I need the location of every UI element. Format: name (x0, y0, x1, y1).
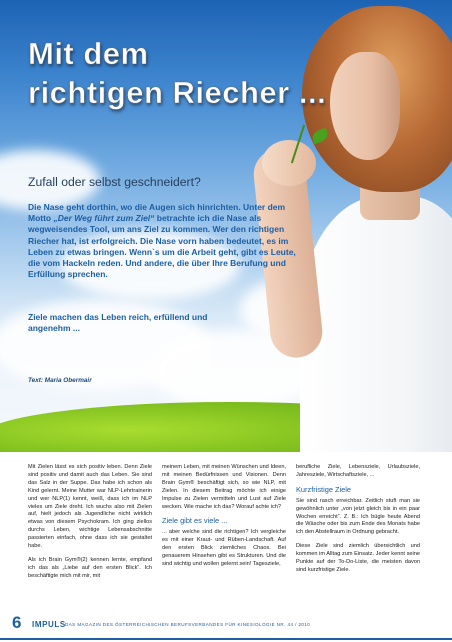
lead-motto: „Der Weg führt zum Ziel“ (53, 213, 155, 224)
section-heading: Kurzfristige Ziele (296, 484, 352, 494)
column-1 (28, 464, 152, 587)
page-footer (0, 609, 452, 642)
lead-text-2: betrachte ich die Nase als wegweisendes Tool, um ans Ziel zu kommen. Wer den richtigen Riecher hat, ist erfolgreich. Die Nase vorn haben bedeutet, es im Leben zu etwas bringen. Wenn`s um die Arbeit geht, gibt es Leute, die vom Hackeln reden. Und andere, die über Ihre Berufung und Erfüllung sprechen. (28, 213, 296, 280)
title-line-2: richtigen Riecher ... (28, 75, 327, 110)
closing-paragraph: Ziele machen das Leben reich, erfüllend und angenehm ... (28, 312, 208, 334)
lead-text-1: Die Nase geht dorthin, wo die Augen sich hinrichten. Unter dem Motto (28, 202, 286, 224)
title-line-1: Mit dem (28, 36, 149, 71)
column-2 (162, 464, 286, 575)
magazine-tagline: DAS MAGAZIN DES ÖSTERREICHISCHEN BERUFSVERBANDES FÜR KINESIOLOGIE NR. 44 / 2010 (65, 622, 311, 627)
page-number: 6 (12, 613, 22, 632)
article-title (28, 34, 326, 112)
body-paragraph: meinem Leben, mit meinen Wünschen und Ideen, mit meinen Bedürfnissen und Visionen. Denn Brain Gym® beschäftigt sich, so wie NLP, mit Zielen. In diesem Beitrag möchte ich einige Impulse zu Zielen vermitteln und Lust auf Ziele wecken. Wie mache ich das? Worauf achte ich? (162, 464, 286, 510)
article-subtitle: Zufall oder selbst geschneidert? (28, 175, 201, 189)
body-paragraph: ... aber welche sind die richtigen? Ich vergleiche es mit einer Kraut- und Rüben-Landschaft. Auf den ersten Blick ziemliches Chaos. Bei genauerem Hinsehen gibt es Strukturen. Und die sind wichtig und wollen gelernt sein! Tagesziele, (162, 529, 286, 567)
woman-hand (262, 140, 316, 186)
body-paragraph: Diese Ziele sind ziemlich übersichtlich und kommen im Alltag zum Einsatz. Jeder kennt seine Punkte auf der To-Do-Liste, die meisten davon sind kurzfristige Ziele. (296, 543, 420, 573)
body-columns (28, 464, 432, 596)
body-paragraph: berufliche Ziele, Lebensziele, Urlaubsziele, Jahresziele, Wirtschaftsziele, ... (296, 464, 420, 478)
column-3 (296, 464, 420, 581)
body-paragraph: Sie sind rasch erreichbar. Zeitlich stuft man sie gewöhnlich unter „von jetzt gleich bis in ein paar Wochen erreicht“. Z. B.: Ich bügle heute Abend die Wäsche oder bis zum Ende des Monats habe ich den Abstellraum in Ordnung gebracht. (296, 497, 420, 536)
lead-paragraph (28, 202, 300, 280)
woman-face (330, 52, 400, 160)
author-credit: Text: Maria Obermair (28, 377, 92, 384)
footer-rule (0, 638, 452, 640)
body-paragraph: Als ich Brain Gym®(2) kennen lernte, empfand ich das als „Liebe auf den ersten Blick“. Ich beschäftigte mich mit mir, mit (28, 556, 152, 579)
body-paragraph: Mit Zielen lässt es sich positiv leben. Denn Ziele sind positiv und damit auch das Leben. Sie sind das Salz in der Suppe. Das habe ich schon als Kind gelernt. Meine Mutter war NLP-Lehrtrainerin und wer NLP(1) kennt, weiß, dass ich im NLP vieles um Ziele dreht. Ich wuchs also mit Zielen auf, hielt jedoch als Jugendliche nicht wirklich etwas von diesem Psychokram. Ich ging ziellos durchs Leben, wichtige Lebensabschnitte passierten einfach, ohne dass ich sie gestaltet habe. (28, 464, 152, 550)
woman-shirt (300, 196, 452, 452)
section-heading: Ziele gibt es viele ... (162, 516, 228, 526)
magazine-name: IMPULS (32, 620, 66, 629)
